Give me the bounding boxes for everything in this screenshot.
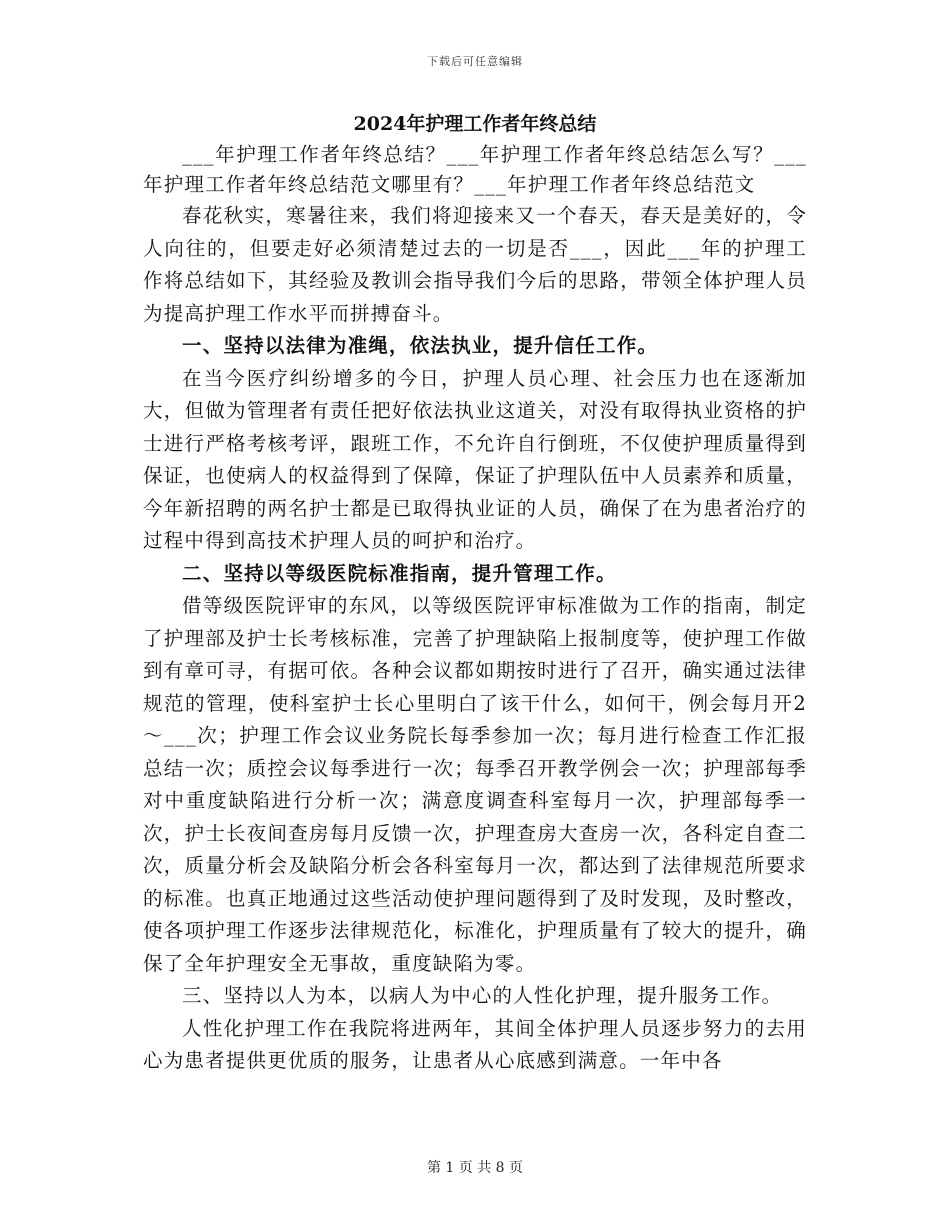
- opening-paragraph: 春花秋实，寒暑往来，我们将迎接来又一个春天，春天是美好的，令人向往的，但要走好必须清楚过去的一切是否___，因此___年的护理工作将总结如下，其经验及教训会指导我们今后的思路，带领全体护理人员为提高护理工作水平而拼搏奋斗。: [143, 204, 807, 325]
- section-heading-3: 三、坚持以人为本，以病人为中心的人性化护理，提升服务工作。: [182, 984, 783, 1007]
- section-heading-1: 一、坚持以法律为准绳，依法执业，提升信任工作。: [182, 334, 659, 357]
- intro-paragraph: ___年护理工作者年终总结？___年护理工作者年终总结怎么写？___年护理工作者年终总结范文哪里有？___年护理工作者年终总结范文: [143, 143, 807, 196]
- section-body-3: 人性化护理工作在我院将进两年，其间全体护理人员逐步努力的去用心为患者提供更优质的服务，让患者从心底感到满意。一年中各: [143, 1016, 807, 1072]
- document-body: [143, 108, 807, 1078]
- section-body-2: 借等级医院评审的东风，以等级医院评审标准做为工作的指南，制定了护理部及护士长考核标准，完善了护理缺陷上报制度等，使护理工作做到有章可寻，有据可依。各种会议都如期按时进行了召开，确实通过法律规范的管理，使科室护士长心里明白了该干什么，如何干，例会每月开2～___次；护理工作会议业务院长每季参加一次；每月进行检查工作汇报总结一次；质控会议每季进行一次；每季召开教学例会一次；护理部每季对中重度缺陷进行分析一次；满意度调查科室每月一次，护理部每季一次，护士长夜间查房每月反馈一次，护理查房大查房一次，各科定自查二次，质量分析会及缺陷分析会各科室每月一次，都达到了法律规范所要求的标准。也真正地通过这些活动使护理问题得到了及时发现，及时整改，使各项护理工作逐步法律规范化，标准化，护理质量有了较大的提升，确保了全年护理安全无事故，重度缺陷为零。: [143, 594, 807, 975]
- document-title: 2024年护理工作者年终总结: [353, 113, 597, 135]
- page-number: 第 1 页 共 8 页: [426, 1160, 524, 1176]
- section-body-1: 在当今医疗纠纷增多的今日，护理人员心理、社会压力也在逐渐加大，但做为管理者有责任把好依法执业这道关，对没有取得执业资格的护士进行严格考核考评，跟班工作，不允许自行倒班，不仅使护理质量得到保证，也使病人的权益得到了保障，保证了护理队伍中人员素养和质量，今年新招聘的两名护士都是已取得执业证的人员，确保了在为患者治疗的过程中得到高技术护理人员的呵护和治疗。: [143, 366, 807, 552]
- section-heading-2: 二、坚持以等级医院标准指南，提升管理工作。: [182, 561, 617, 585]
- page-header-note: 下载后可任意编辑: [427, 55, 523, 68]
